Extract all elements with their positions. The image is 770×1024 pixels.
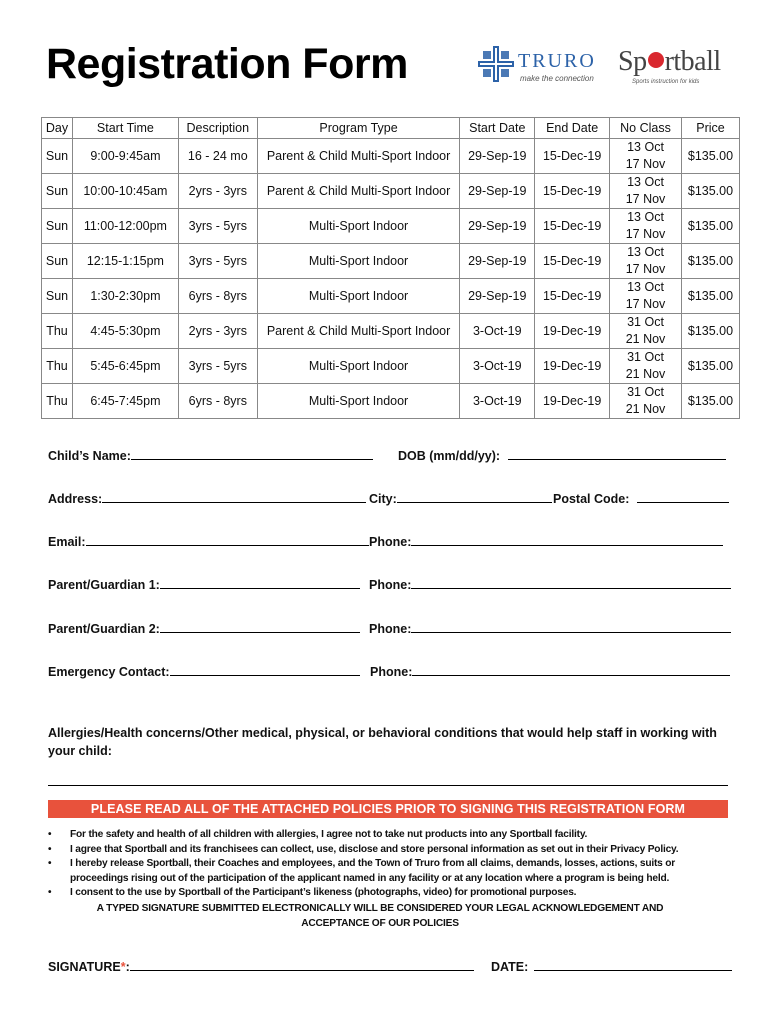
- start-time-cell: 4:45-5:30pm: [72, 314, 178, 349]
- schedule-table: [41, 117, 740, 419]
- parent-guardian-1-field: [48, 576, 360, 592]
- day-cell: Thu: [42, 384, 73, 419]
- start-time-cell: 10:00-10:45am: [72, 174, 178, 209]
- policies-banner: PLEASE READ ALL OF THE ATTACHED POLICIES PRIOR TO SIGNING THIS REGISTRATION FORM: [48, 800, 728, 818]
- parent-guardian-1-label: Parent/Guardian 1:: [48, 578, 160, 592]
- no-class-date: 17 Nov: [625, 262, 666, 276]
- signature-input[interactable]: [130, 958, 474, 971]
- signature-colon: :: [125, 960, 130, 974]
- table-row: [42, 244, 740, 279]
- sportball-wordmark: [618, 46, 721, 78]
- description-cell: 3yrs - 5yrs: [178, 209, 257, 244]
- parent-guardian-1-input[interactable]: [160, 576, 360, 589]
- no-class-date: 21 Nov: [625, 402, 666, 416]
- phone-field: [369, 533, 723, 549]
- signature-label: SIGNATURE: [48, 960, 121, 974]
- end-date-cell: 19-Dec-19: [535, 349, 610, 384]
- price-cell: $135.00: [681, 139, 739, 174]
- policy-text: I agree that Sportball and its franchisees can collect, use, disclose and store personal information as set out in their Privacy Policy.: [70, 843, 679, 855]
- sportball-wordmark-end: rtball: [664, 46, 721, 77]
- no-class-date: 17 Nov: [625, 297, 666, 311]
- sportball-wordmark-start: Sp: [618, 46, 647, 77]
- childs-name-label: Child’s Name:: [48, 449, 131, 463]
- postal-code-input[interactable]: [637, 490, 729, 503]
- program-type-cell: Parent & Child Multi-Sport Indoor: [257, 174, 460, 209]
- phone-label: Phone:: [370, 665, 413, 679]
- column-header: Price: [681, 118, 739, 139]
- no-class-date: 31 Oct: [627, 385, 664, 399]
- start-date-cell: 29-Sep-19: [460, 139, 535, 174]
- column-header: Program Type: [257, 118, 460, 139]
- sportball-tagline: Sports instruction for kids: [632, 79, 700, 85]
- end-date-cell: 19-Dec-19: [535, 384, 610, 419]
- day-cell: Sun: [42, 279, 73, 314]
- program-type-cell: Parent & Child Multi-Sport Indoor: [257, 314, 460, 349]
- day-cell: Sun: [42, 244, 73, 279]
- program-type-cell: Multi-Sport Indoor: [257, 384, 460, 419]
- column-header: Start Date: [460, 118, 535, 139]
- table-row: [42, 384, 740, 419]
- day-cell: Thu: [42, 349, 73, 384]
- city-input[interactable]: [397, 490, 552, 503]
- truro-tagline: make the connection: [520, 74, 594, 83]
- emergency-contact-input[interactable]: [170, 663, 360, 676]
- list-item: [48, 857, 728, 886]
- column-header: No Class: [610, 118, 682, 139]
- start-time-cell: 6:45-7:45pm: [72, 384, 178, 419]
- list-item: [48, 828, 728, 843]
- date-label: DATE:: [491, 960, 529, 974]
- childs-name-field: [48, 447, 373, 463]
- bullet-icon: •: [48, 887, 52, 898]
- description-cell: 2yrs - 3yrs: [178, 174, 257, 209]
- policy-text: I hereby release Sportball, their Coaches and employees, and the Town of Truro from all claims, demands, losses, actions, suits or proceedings rising out of the participation of the applicant named in any facility or at any location where a program is being held.: [70, 858, 676, 884]
- required-marker: *: [120, 960, 126, 974]
- phone-label: Phone:: [369, 535, 412, 549]
- table-header-row: [42, 118, 740, 139]
- dob-input[interactable]: [508, 447, 726, 460]
- phone-label: Phone:: [369, 622, 412, 636]
- program-type-cell: Multi-Sport Indoor: [257, 279, 460, 314]
- start-time-cell: 1:30-2:30pm: [72, 279, 178, 314]
- table-row: [42, 314, 740, 349]
- address-field: [48, 490, 366, 506]
- program-type-cell: Multi-Sport Indoor: [257, 244, 460, 279]
- table-row: [42, 139, 740, 174]
- description-cell: 6yrs - 8yrs: [178, 279, 257, 314]
- postal-code-field: [553, 490, 729, 506]
- sportball-logo: [618, 46, 728, 90]
- policy-text: I consent to the use by Sportball of the Participant’s likeness (photographs, video) for promotional purposes.: [70, 887, 577, 898]
- list-item: [48, 886, 728, 901]
- emergency-phone-input[interactable]: [412, 663, 730, 676]
- end-date-cell: 15-Dec-19: [535, 139, 610, 174]
- no-class-date: 13 Oct: [627, 210, 664, 224]
- ball-icon: [648, 52, 664, 68]
- column-header: Description: [178, 118, 257, 139]
- email-input[interactable]: [86, 533, 369, 546]
- program-type-cell: Multi-Sport Indoor: [257, 349, 460, 384]
- start-date-cell: 29-Sep-19: [460, 244, 535, 279]
- day-cell: Thu: [42, 314, 73, 349]
- start-time-cell: 12:15-1:15pm: [72, 244, 178, 279]
- no-class-date: 17 Nov: [625, 227, 666, 241]
- description-cell: 3yrs - 5yrs: [178, 349, 257, 384]
- allergies-input[interactable]: [48, 785, 728, 786]
- acknowledgement-line-2: ACCEPTANCE OF OUR POLICIES: [301, 918, 459, 929]
- parent-2-phone-input[interactable]: [411, 620, 731, 633]
- bullet-icon: •: [48, 829, 52, 840]
- start-date-cell: 3-Oct-19: [460, 349, 535, 384]
- price-cell: $135.00: [681, 244, 739, 279]
- dob-field: [398, 447, 726, 463]
- price-cell: $135.00: [681, 314, 739, 349]
- parent-2-phone-field: [369, 620, 731, 636]
- policies-list: [48, 828, 728, 901]
- phone-input[interactable]: [411, 533, 723, 546]
- program-type-cell: Parent & Child Multi-Sport Indoor: [257, 139, 460, 174]
- email-field: [48, 533, 369, 549]
- postal-code-label: Postal Code:: [553, 492, 630, 506]
- page-title: Registration Form: [46, 40, 408, 88]
- start-date-cell: 3-Oct-19: [460, 384, 535, 419]
- start-time-cell: 5:45-6:45pm: [72, 349, 178, 384]
- price-cell: $135.00: [681, 279, 739, 314]
- acknowledgement-text: [70, 901, 690, 931]
- allergies-label: Allergies/Health concerns/Other medical, physical, or behavioral conditions that would help staff in working with your child:: [48, 726, 717, 758]
- parent-guardian-2-label: Parent/Guardian 2:: [48, 622, 160, 636]
- price-cell: $135.00: [681, 174, 739, 209]
- column-header: End Date: [535, 118, 610, 139]
- table-row: [42, 174, 740, 209]
- table-row: [42, 349, 740, 384]
- table-row: [42, 279, 740, 314]
- email-label: Email:: [48, 535, 86, 549]
- no-class-date: 13 Oct: [627, 280, 664, 294]
- no-class-date: 31 Oct: [627, 315, 664, 329]
- emergency-phone-field: [370, 663, 730, 679]
- no-class-cell: [610, 279, 682, 314]
- no-class-cell: [610, 314, 682, 349]
- no-class-cell: [610, 384, 682, 419]
- start-time-cell: 11:00-12:00pm: [72, 209, 178, 244]
- address-input[interactable]: [102, 490, 366, 503]
- end-date-cell: 15-Dec-19: [535, 174, 610, 209]
- no-class-date: 17 Nov: [625, 192, 666, 206]
- no-class-date: 21 Nov: [625, 332, 666, 346]
- parent-1-phone-input[interactable]: [411, 576, 731, 589]
- no-class-date: 31 Oct: [627, 350, 664, 364]
- end-date-cell: 15-Dec-19: [535, 279, 610, 314]
- emergency-contact-label: Emergency Contact:: [48, 665, 170, 679]
- no-class-cell: [610, 174, 682, 209]
- start-date-cell: 29-Sep-19: [460, 209, 535, 244]
- truro-wordmark: TRURO: [518, 50, 596, 72]
- description-cell: 2yrs - 3yrs: [178, 314, 257, 349]
- program-type-cell: Multi-Sport Indoor: [257, 209, 460, 244]
- price-cell: $135.00: [681, 209, 739, 244]
- end-date-cell: 15-Dec-19: [535, 209, 610, 244]
- day-cell: Sun: [42, 209, 73, 244]
- emergency-contact-field: [48, 663, 360, 679]
- signature-field: [48, 958, 474, 974]
- price-cell: $135.00: [681, 384, 739, 419]
- childs-name-input[interactable]: [131, 447, 373, 460]
- start-date-cell: 29-Sep-19: [460, 174, 535, 209]
- parent-guardian-2-input[interactable]: [160, 620, 360, 633]
- table-row: [42, 209, 740, 244]
- day-cell: Sun: [42, 139, 73, 174]
- start-date-cell: 3-Oct-19: [460, 314, 535, 349]
- parent-1-phone-field: [369, 576, 731, 592]
- day-cell: Sun: [42, 174, 73, 209]
- end-date-cell: 19-Dec-19: [535, 314, 610, 349]
- no-class-date: 13 Oct: [627, 175, 664, 189]
- column-header: Day: [42, 118, 73, 139]
- bullet-icon: •: [48, 843, 52, 855]
- description-cell: 3yrs - 5yrs: [178, 244, 257, 279]
- truro-mark-icon: [478, 46, 514, 82]
- column-header: Start Time: [72, 118, 178, 139]
- policy-text: For the safety and health of all children with allergies, I agree not to take nut products into any Sportball facility.: [70, 829, 588, 840]
- no-class-cell: [610, 209, 682, 244]
- city-field: [369, 490, 552, 506]
- date-field: [491, 958, 732, 974]
- no-class-cell: [610, 244, 682, 279]
- end-date-cell: 15-Dec-19: [535, 244, 610, 279]
- parent-guardian-2-field: [48, 620, 360, 636]
- no-class-date: 17 Nov: [625, 157, 666, 171]
- start-date-cell: 29-Sep-19: [460, 279, 535, 314]
- truro-logo: [478, 44, 608, 90]
- no-class-cell: [610, 349, 682, 384]
- phone-label: Phone:: [369, 578, 412, 592]
- list-item: [48, 843, 728, 858]
- city-label: City:: [369, 492, 397, 506]
- address-label: Address:: [48, 492, 103, 506]
- start-time-cell: 9:00-9:45am: [72, 139, 178, 174]
- no-class-cell: [610, 139, 682, 174]
- dob-label: DOB (mm/dd/yy):: [398, 449, 501, 463]
- description-cell: 16 - 24 mo: [178, 139, 257, 174]
- no-class-date: 13 Oct: [627, 245, 664, 259]
- description-cell: 6yrs - 8yrs: [178, 384, 257, 419]
- price-cell: $135.00: [681, 349, 739, 384]
- no-class-date: 21 Nov: [625, 367, 666, 381]
- date-input[interactable]: [534, 958, 732, 971]
- bullet-icon: •: [48, 858, 52, 869]
- no-class-date: 13 Oct: [627, 140, 664, 154]
- acknowledgement-line-1: A TYPED SIGNATURE SUBMITTED ELECTRONICALLY WILL BE CONSIDERED YOUR LEGAL ACKNOWLEDGEMENT AND: [96, 903, 664, 914]
